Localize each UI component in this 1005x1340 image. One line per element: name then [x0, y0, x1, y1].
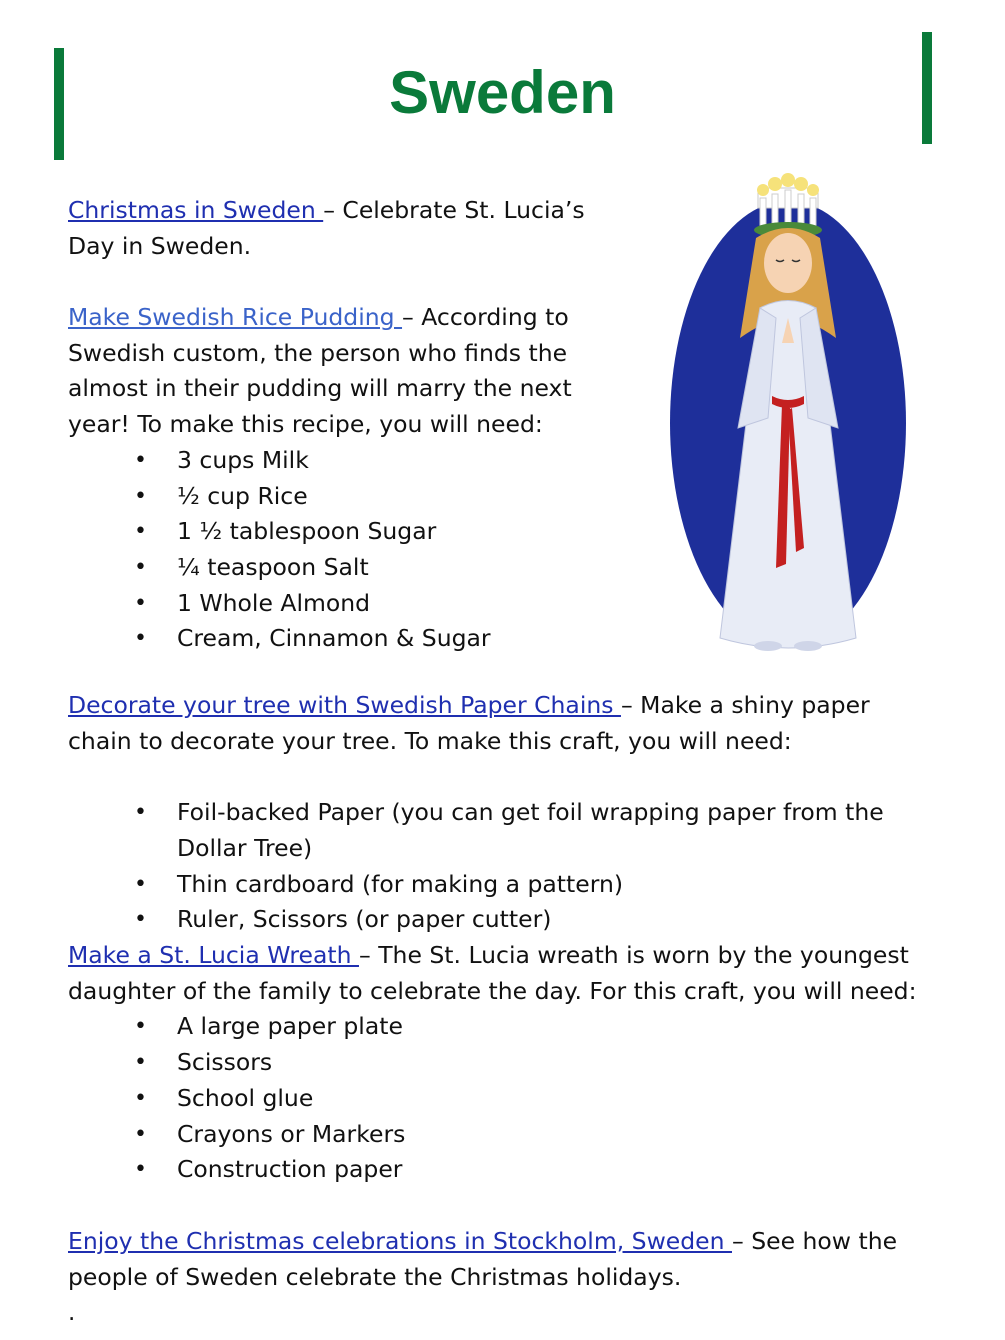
list-item: • Foil-backed Paper (you can get foil wrapping paper from the Dollar Tree): [68, 795, 948, 866]
list-item: • 1 Whole Almond: [68, 586, 668, 622]
section-2-line: almost in their pudding will marry the next: [68, 374, 572, 403]
st-lucia-illustration: [668, 168, 908, 670]
section-2-line: year! To make this recipe, you will need:: [68, 410, 543, 439]
list-item: • Cream, Cinnamon & Sugar: [68, 621, 668, 657]
lucia-wreath-supplies: [68, 1009, 968, 1188]
rice-pudding-ingredients: [68, 443, 668, 657]
section-5-text: – See how the: [732, 1227, 898, 1255]
section-3-text: – Make a shiny paper: [620, 691, 870, 719]
list-item: • Thin cardboard (for making a pattern): [68, 867, 948, 903]
list-item: • School glue: [68, 1081, 968, 1117]
page-title: Sweden: [389, 59, 616, 126]
list-item: • A large paper plate: [68, 1009, 968, 1045]
section-3-text-cont: chain to decorate your tree. To make this craft, you will need:: [68, 726, 792, 755]
list-item: • Ruler, Scissors (or paper cutter): [68, 902, 948, 938]
list-item: • Construction paper: [68, 1152, 968, 1188]
trailing-dot: .: [68, 1300, 76, 1326]
section-christmas-in-sweden: [68, 193, 628, 264]
christmas-in-sweden-link[interactable]: Christmas in Sweden: [68, 196, 324, 224]
section-5-text-cont: people of Sweden celebrate the Christmas holidays.: [68, 1262, 682, 1291]
list-item: • Crayons or Markers: [68, 1117, 968, 1153]
section-4-text: – The St. Lucia wreath is worn by the youngest: [358, 941, 909, 969]
section-2-line: Swedish custom, the person who finds the: [68, 338, 568, 367]
section-1-text-cont: Day in Sweden.: [68, 231, 252, 260]
stockholm-link[interactable]: Enjoy the Christmas celebrations in Stockholm, Sweden: [68, 1227, 732, 1255]
rice-pudding-link[interactable]: Make Swedish Rice Pudding: [68, 303, 403, 331]
paper-chains-link[interactable]: Decorate your tree with Swedish Paper Chains: [68, 691, 621, 719]
lucia-wreath-link[interactable]: Make a St. Lucia Wreath: [68, 941, 359, 969]
section-rice-pudding: [68, 300, 668, 657]
list-item: • ¼ teaspoon Salt: [68, 550, 668, 586]
list-item: • 1 ½ tablespoon Sugar: [68, 514, 668, 550]
list-item: • ½ cup Rice: [68, 479, 668, 515]
list-item: • Scissors: [68, 1045, 968, 1081]
section-stockholm: [68, 1224, 968, 1295]
list-item: • 3 cups Milk: [68, 443, 668, 479]
section-lucia-wreath: [68, 938, 968, 1188]
section-paper-chains: [68, 688, 948, 938]
section-2-text: – According to: [402, 303, 569, 331]
section-4-text-cont: daughter of the family to celebrate the day. For this craft, you will need:: [68, 976, 917, 1005]
section-1-text: – Celebrate St. Lucia’s: [323, 196, 585, 224]
paper-chains-supplies: [68, 795, 948, 938]
